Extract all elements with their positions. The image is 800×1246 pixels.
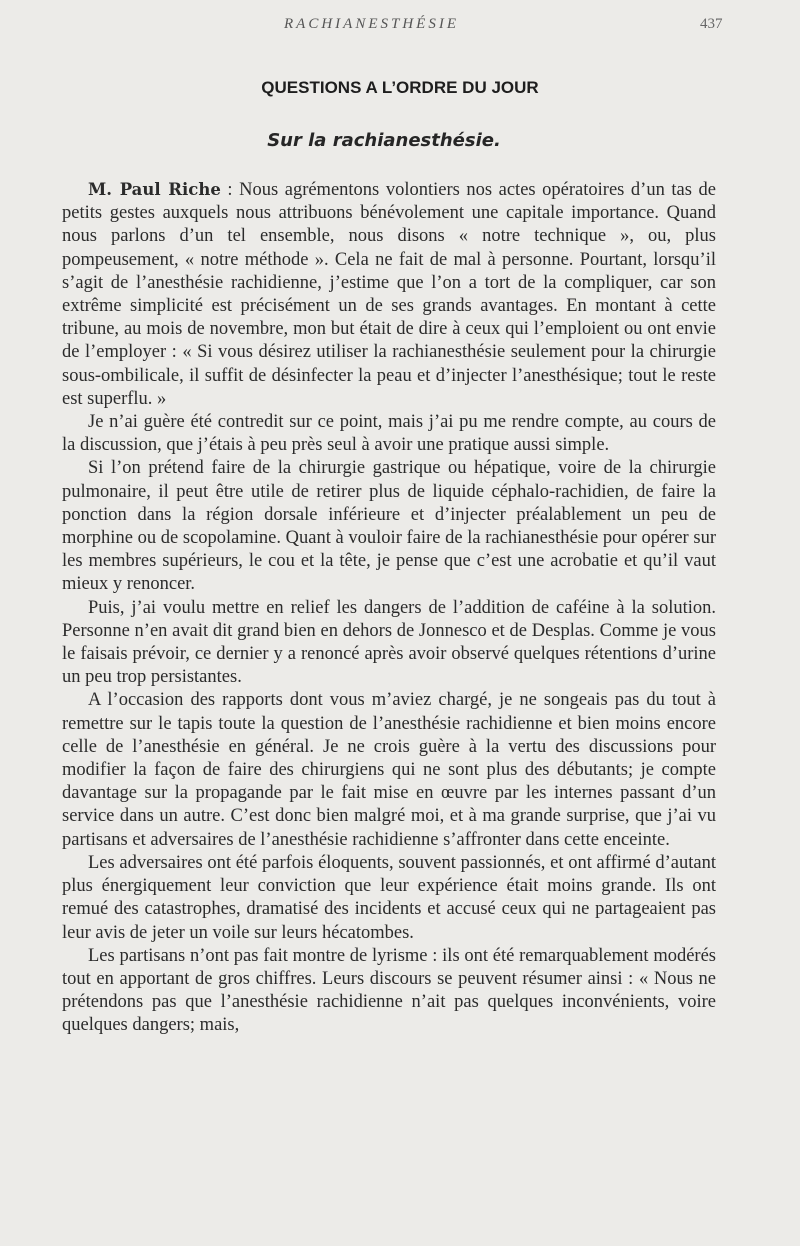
- running-head: [0, 16, 800, 40]
- section-heading: QUESTIONS A L’ORDRE DU JOUR: [261, 78, 539, 97]
- paragraph-text: : Nous agrémentons volontiers nos actes opératoires d’un tas de petits gestes auxquels nous attribuons bénévolement une capitale importance. Quand nous parlons d’un tel ensemble, nous disons « notre technique », ou, plus pompeusement, « notre méthode ». Cela ne fait de mal à personne. Pourtant, lorsqu’il s’agit de l’anesthésie rachidienne, j’estime que l’on a tort de la compliquer, car son extrême simplicité est précisément un de ses grands avantages. En montant à cette tribune, au mois de novembre, mon but était de dire à ceux qui l’emploient ou ont envie de l’employer : « Si vous désirez utiliser la rachianesthésie seulement pour la chirurgie sous-ombilicale, il suffit de désinfecter la peau et d’injecter l’anesthésique; tout le reste est superflu. »: [62, 180, 716, 409]
- running-title: RACHIANESTHÉSIE: [284, 16, 459, 32]
- speaker-name: M. Paul Riche: [88, 180, 221, 199]
- section-subtitle: Sur la rachianesthésie.: [267, 130, 501, 151]
- paragraph: Puis, j’ai voulu mettre en relief les dangers de l’addition de caféine à la solution. Personne n’en avait dit grand bien en dehors de Jonnesco et de Desplas. Comme je vous le faisais prévoir, ce dernier y a renoncé après avoir observé quelques rétentions d’urine un peu trop persistantes.: [62, 597, 716, 688]
- paragraph: Si l’on prétend faire de la chirurgie gastrique ou hépatique, voire de la chirurgie pulmonaire, il peut être utile de retirer plus de liquide céphalo-rachidien, de faire la ponction dans la région dorsale inférieure et d’injecter préalablement un peu de morphine ou de scopolamine. Quant à vouloir faire de la rachianesthésie pour opérer sur les membres supérieurs, le cou et la tête, je pense que c’est une acrobatie et qu’il vaut mieux y renoncer.: [62, 458, 716, 595]
- paragraph: [62, 178, 716, 411]
- paragraph: Je n’ai guère été contredit sur ce point, mais j’ai pu me rendre compte, au cours de la discussion, que j’étais à peu près seul à avoir une pratique aussi simple.: [62, 412, 716, 456]
- paragraph: A l’occasion des rapports dont vous m’aviez chargé, je ne songeais pas du tout à remettre sur le tapis toute la question de l’anesthésie rachidienne et bien moins encore celle de l’anesthésie en général. Je ne crois guère à la vertu des discussions pour modifier la façon de faire des chirurgiens qui ne sont plus des débutants; je compte davantage sur la propagande par le fait mise en œuvre par les internes passant d’un service dans un autre. C’est donc bien malgré moi, et à ma grande surprise, que j’ai vu partisans et adversaires de l’anesthésie rachidienne s’affronter dans cette enceinte.: [62, 690, 716, 850]
- paragraph: Les adversaires ont été parfois éloquents, souvent passionnés, et ont affirmé d’autant plus énergiquement leur conviction que leur expérience était moins grande. Ils ont remué des catastrophes, dramatisé des incidents et accusé ceux qui ne partageaient pas leur avis de jeter un voile sur leurs hécatombes.: [62, 852, 716, 943]
- body-text: [62, 178, 716, 1038]
- paragraph: Les partisans n’ont pas fait montre de lyrisme : ils ont été remarquablement modérés tout en apportant de gros chiffres. Leurs discours se peuvent résumer ainsi : « Nous ne prétendons pas que l’anesthésie rachidienne n’ait pas quelques inconvénients, voire quelques dangers; mais,: [62, 945, 716, 1036]
- page-number: 437: [700, 16, 723, 32]
